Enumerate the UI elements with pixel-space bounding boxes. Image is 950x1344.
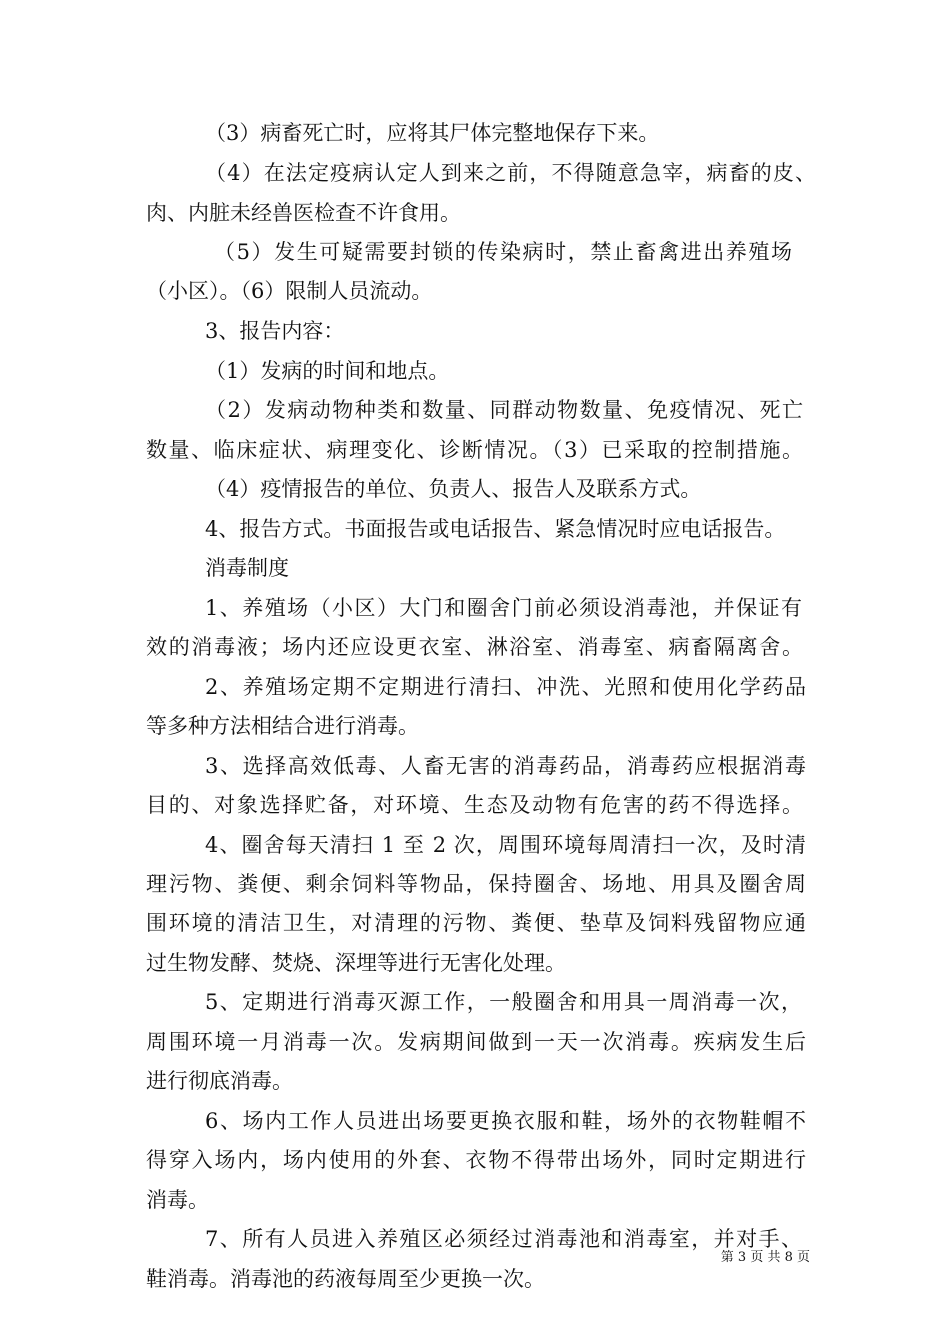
text-line: 周围环境一月消毒一次。发病期间做到一天一次消毒。疾病发生后 <box>146 1030 806 1054</box>
text-line: 目的、对象选择贮备，对环境、生态及动物有危害的药不得选择。 <box>146 793 803 817</box>
text-line: 理污物、粪便、剩余饲料等物品，保持圈舍、场地、用具及圈舍周 <box>146 872 806 896</box>
text-line: 4、圈舍每天清扫 1 至 2 次，周围环境每周清扫一次，及时清 <box>205 833 806 857</box>
text-line: 进行彻底消毒。 <box>146 1069 293 1093</box>
text-line: 2、养殖场定期不定期进行清扫、冲洗、光照和使用化学药品 <box>205 675 806 699</box>
text-line: 7、所有人员进入养殖区必须经过消毒池和消毒室，并对手、 <box>205 1227 802 1251</box>
text-line: 得穿入场内，场内使用的外套、衣物不得带出场外，同时定期进行 <box>146 1148 806 1172</box>
text-line: 6、场内工作人员进出场要更换衣服和鞋，场外的衣物鞋帽不 <box>205 1109 806 1133</box>
text-line: （5）发生可疑需要封锁的传染病时，禁止畜禽进出养殖场 <box>214 240 792 264</box>
text-line: （2）发病动物种类和数量、同群动物数量、免疫情况、死亡 <box>205 398 803 422</box>
text-line: 5、定期进行消毒灭源工作，一般圈舍和用具一周消毒一次， <box>205 990 802 1014</box>
text-line: 肉、内脏未经兽医检查不许食用。 <box>146 201 461 225</box>
text-line: 1、养殖场（小区）大门和圈舍门前必须设消毒池，并保证有 <box>205 596 802 620</box>
text-line: （3）病畜死亡时，应将其尸体完整地保存下来。 <box>205 121 660 145</box>
text-line: 围环境的清洁卫生，对清理的污物、粪便、垫草及饲料残留物应通 <box>146 911 806 935</box>
text-line: （4）在法定疫病认定人到来之前，不得随意急宰，病畜的皮、 <box>205 161 816 185</box>
page-number: 第 3 页 共 8 页 <box>720 1250 810 1265</box>
text-line: 等多种方法相结合进行消毒。 <box>146 714 419 738</box>
text-line: 鞋消毒。消毒池的药液每周至少更换一次。 <box>146 1267 545 1291</box>
section-heading: 4、报告方式。书面报告或电话报告、紧急情况时应电话报告。 <box>205 517 786 541</box>
text-line: （4）疫情报告的单位、负责人、报告人及联系方式。 <box>205 477 702 501</box>
text-line: （1）发病的时间和地点。 <box>205 359 450 383</box>
text-line: 数量、临床症状、病理变化、诊断情况。（3）已采取的控制措施。 <box>146 438 803 462</box>
text-line: 效的消毒液；场内还应设更衣室、淋浴室、消毒室、病畜隔离舍。 <box>146 635 803 659</box>
text-line: 过生物发酵、焚烧、深埋等进行无害化处理。 <box>146 951 566 975</box>
text-line: （小区）。（6）限制人员流动。 <box>146 279 433 303</box>
text-line: 消毒。 <box>146 1188 209 1212</box>
text-line: 3、选择高效低毒、人畜无害的消毒药品，消毒药应根据消毒 <box>205 754 806 778</box>
section-heading: 3、报告内容： <box>205 319 345 343</box>
section-title: 消毒制度 <box>205 556 289 580</box>
